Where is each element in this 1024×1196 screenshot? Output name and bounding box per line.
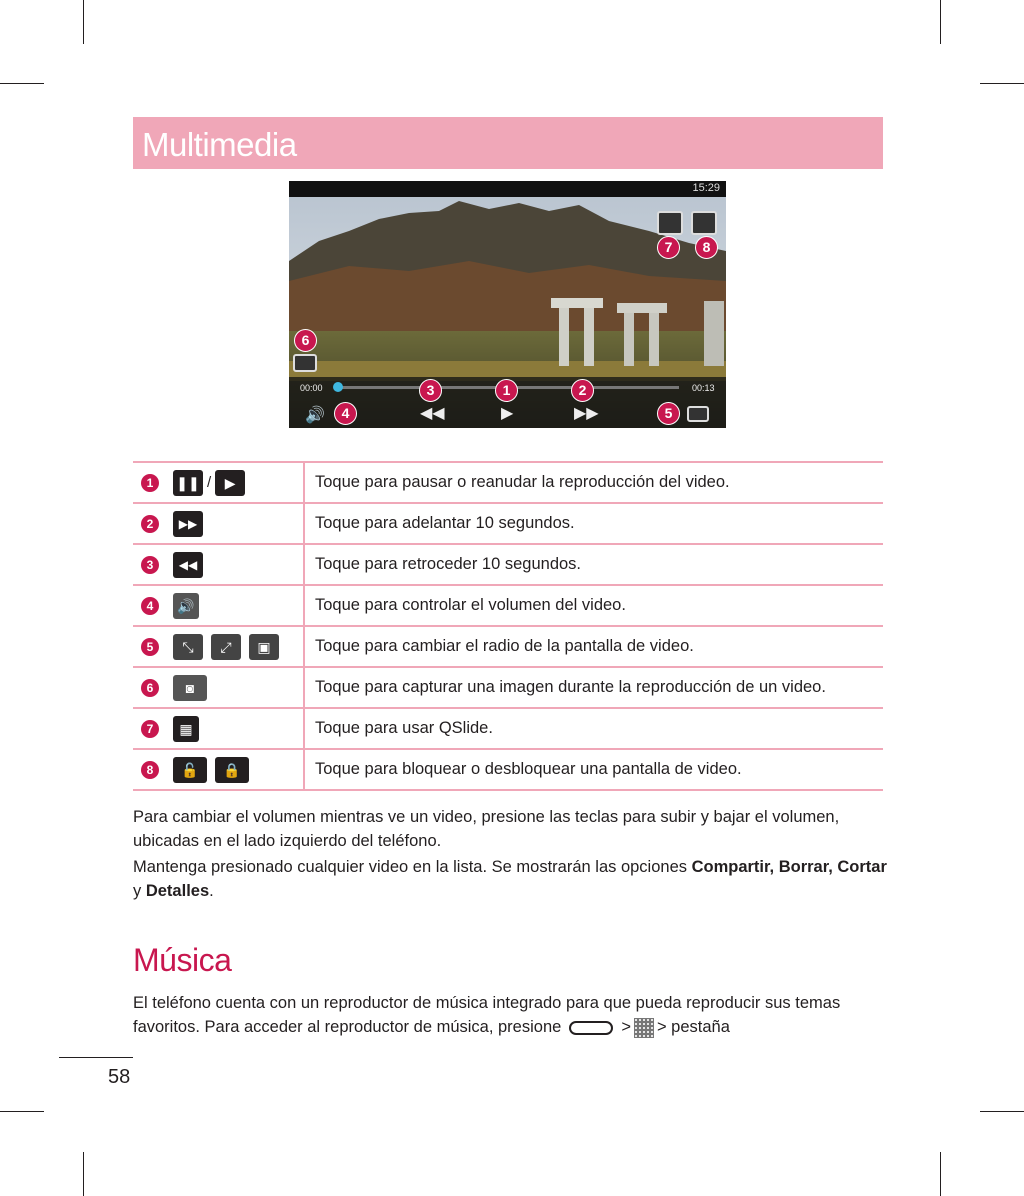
- row-number: 8: [141, 761, 159, 779]
- table-row: [133, 585, 883, 626]
- crop-mark: [980, 83, 1024, 84]
- capture-icon[interactable]: [293, 354, 317, 372]
- options-paragraph: Mantenga presionado cualquier video en la lista. Se mostrarán las opciones Compartir, Borrar, Cortar y Detalles.: [133, 858, 887, 900]
- qslide-icon: ▦: [173, 716, 199, 742]
- pause-icon: ❚❚: [173, 470, 203, 496]
- callout-4: 4: [334, 402, 357, 425]
- row-description: Toque para adelantar 10 segundos.: [304, 503, 883, 544]
- feature-table: [133, 461, 883, 791]
- lock-icon: 🔒: [215, 757, 249, 783]
- section-header: [133, 117, 883, 169]
- table-row: [133, 667, 883, 708]
- progress-handle[interactable]: [333, 382, 343, 392]
- callout-5: 5: [657, 402, 680, 425]
- page-number-rule: [59, 1057, 133, 1058]
- callout-3: 3: [419, 379, 442, 402]
- play-icon: ▶: [215, 470, 245, 496]
- volume-paragraph: Para cambiar el volumen mientras ve un video, presione las teclas para subir y bajar el volumen, ubicadas en el lado izquierdo del teléfono.: [133, 808, 840, 850]
- rewind-icon: ◀◀: [173, 552, 203, 578]
- table-row: [133, 462, 883, 503]
- crop-mark: [980, 1111, 1024, 1112]
- row-description: Toque para usar QSlide.: [304, 708, 883, 749]
- status-bar: [289, 181, 726, 197]
- screen-ratio-icon[interactable]: [687, 406, 709, 422]
- row-description: Toque para capturar una imagen durante la reproducción de un video.: [304, 667, 883, 708]
- callout-2: 2: [571, 379, 594, 402]
- volume-icon: 🔊: [173, 593, 199, 619]
- row-description: Toque para bloquear o desbloquear una pantalla de video.: [304, 749, 883, 790]
- callout-1: 1: [495, 379, 518, 402]
- clock: 15:29: [692, 182, 720, 194]
- home-key-icon: [569, 1021, 613, 1035]
- crop-mark: [0, 83, 44, 84]
- callout-6: 6: [294, 329, 317, 352]
- screen-ratio-icon: ⤢: [211, 634, 241, 660]
- video-player-screenshot: [289, 181, 726, 428]
- row-number: 2: [141, 515, 159, 533]
- screen-ratio-icon: ▣: [249, 634, 279, 660]
- row-number: 4: [141, 597, 159, 615]
- fast-forward-icon: ▶▶: [173, 511, 203, 537]
- unlock-icon[interactable]: [691, 211, 717, 235]
- callout-8: 8: [695, 236, 718, 259]
- row-number: 1: [141, 474, 159, 492]
- crop-mark: [83, 0, 84, 44]
- row-description: Toque para controlar el volumen del video.: [304, 585, 883, 626]
- table-row: [133, 544, 883, 585]
- unlock-icon: 🔓: [173, 757, 207, 783]
- apps-icon: [634, 1018, 654, 1038]
- qslide-icon[interactable]: [657, 211, 683, 235]
- crop-mark: [940, 1152, 941, 1196]
- row-number: 5: [141, 638, 159, 656]
- callout-7: 7: [657, 236, 680, 259]
- volume-icon[interactable]: 🔊: [305, 407, 325, 424]
- rewind-icon[interactable]: ◀◀: [420, 405, 445, 422]
- crop-mark: [0, 1111, 44, 1112]
- crop-mark: [83, 1152, 84, 1196]
- row-description: Toque para cambiar el radio de la pantalla de video.: [304, 626, 883, 667]
- page-number: 58: [108, 1066, 131, 1088]
- play-icon[interactable]: ▶: [501, 405, 514, 422]
- row-description: Toque para retroceder 10 segundos.: [304, 544, 883, 585]
- fast-forward-icon[interactable]: ▶▶: [574, 405, 599, 422]
- row-number: 3: [141, 556, 159, 574]
- time-total: 00:13: [692, 383, 715, 393]
- screen-ratio-icon: ⤡: [173, 634, 203, 660]
- music-paragraph: El teléfono cuenta con un reproductor de música integrado para que pueda reproducir sus temas favoritos. Para acceder al reproductor de música, presione > > pestaña: [133, 994, 841, 1036]
- time-elapsed: 00:00: [300, 383, 323, 393]
- music-heading: Música: [133, 942, 232, 978]
- table-row: [133, 749, 883, 790]
- row-number: 6: [141, 679, 159, 697]
- separator: /: [207, 474, 212, 491]
- table-row: [133, 708, 883, 749]
- bold-details: Detalles: [145, 882, 210, 900]
- row-number: 7: [141, 720, 159, 738]
- table-row: [133, 626, 883, 667]
- capture-icon: ◙: [173, 675, 207, 701]
- row-description: Toque para pausar o reanudar la reproducción del video.: [304, 462, 883, 503]
- section-title: Multimedia: [142, 126, 297, 163]
- bold-options: Compartir, Borrar, Cortar: [691, 858, 887, 876]
- table-row: [133, 503, 883, 544]
- crop-mark: [940, 0, 941, 44]
